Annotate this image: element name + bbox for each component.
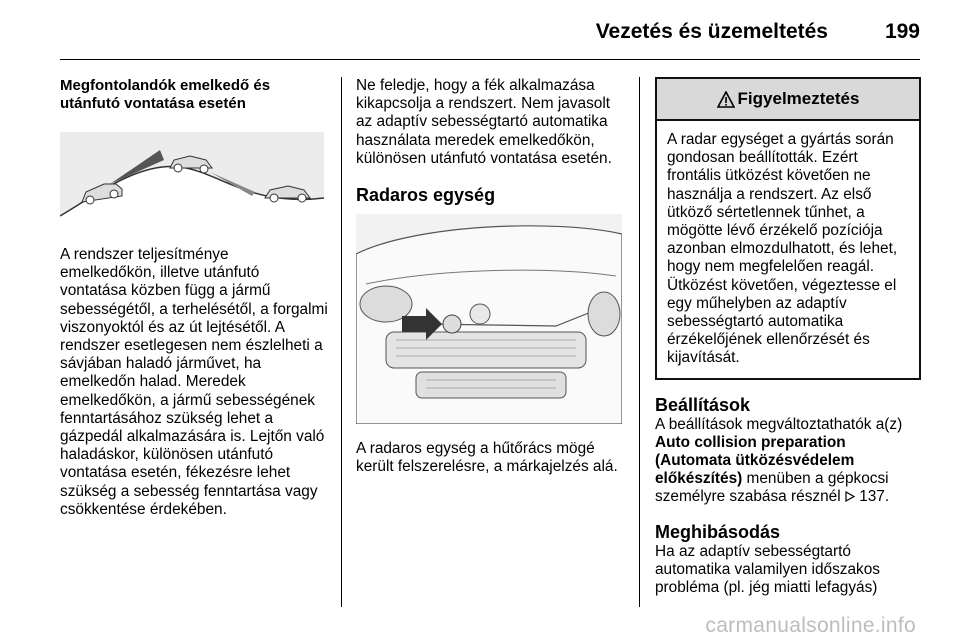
warning-triangle-icon <box>717 91 735 108</box>
radar-sensor-icon <box>443 315 461 333</box>
settings-menu-item: Auto collision preparation (Automata ütközésvédelem előkészítés) <box>655 433 855 488</box>
settings-text <box>655 416 921 507</box>
warning-box <box>655 77 921 380</box>
hill-cars-illustration <box>60 132 324 232</box>
warning-title: Figyelmeztetés <box>737 88 860 108</box>
section-heading-settings: Beállítások <box>655 394 751 415</box>
heading-line-2: utánfutó vontatása esetén <box>60 95 246 112</box>
radar-unit-caption: A radaros egység a hűtőrács mögé került felszerelésre, a márkajelzés alá. <box>356 440 618 476</box>
page-number: 199 <box>884 20 920 43</box>
settings-page-reference[interactable]: 137. <box>859 488 890 506</box>
brake-note-text: Ne feledje, hogy a fék alkalmazása kikapcsolja a rendszert. Nem javasolt az adaptív sebességtartó automatika használata meredek emelkedőkön, különösen utánfutó vontatása esetén. <box>356 77 612 167</box>
column-1 <box>60 77 328 519</box>
warning-header <box>657 79 919 121</box>
column-separator-2 <box>639 77 640 607</box>
section-heading-radar-unit: Radaros egység <box>356 185 496 206</box>
warning-body: A radar egységet a gyártás során gondosan beállították. Ezért frontális ütközést követően ne használja a rendszert. Az első ütköző sértetlennek tűnhet, a mögötte lévő érzékelő pozíciója azonban elmozdulhatott, és lehet, hogy nem megfelelően reagál. Ütközést követően, végeztesse el egy műhelyben az adaptív sebességtartó automatika érzékelőjének ellenőrzését és kijavítását. <box>667 131 898 367</box>
watermark: carmanualsonline.info <box>705 614 916 637</box>
car-front-radar-illustration <box>356 214 622 424</box>
heading-line-1: Megfontolandók emelkedő és <box>60 77 271 94</box>
section-heading-hill-trailer <box>60 77 328 113</box>
hill-trailer-body-text: A rendszer teljesítménye emelkedőkön, illetve utánfutó vontatása közben függ a jármű sebességétől, a terhelésétől, a forgalmi viszonyoktól és az út lejtésétől. A rendszer esetlegesen nem észlelheti a sávjában haladó járművet, ha emelkedőn halad. Meredek emelkedőkön, a jármű sebességének fenntartásához szükség lehet a gázpedál alkalmazására is. Lejtőn való haladáskor, különösen utánfutó vontatása esetén, fékezésre lehet szükség a sebesség fenntartása vagy csökkentése érdekében. <box>60 246 328 518</box>
column-2 <box>356 77 624 476</box>
page-header-title: Vezetés és üzemeltetés <box>595 20 828 43</box>
page-reference-triangle-icon <box>845 491 855 502</box>
settings-text-after: menüben a gépkocsi személyre szabása résznél <box>655 470 889 506</box>
column-separator-1 <box>341 77 342 607</box>
settings-text-before: A beállítások megváltoztathatók a(z) <box>655 415 903 433</box>
fault-body-text: Ha az adaptív sebességtartó automatika valamilyen időszakos probléma (pl. jég miatti lefagyás) <box>655 542 880 597</box>
section-heading-fault: Meghibásodás <box>655 521 781 542</box>
column-3 <box>655 77 921 597</box>
header-rule <box>60 59 920 60</box>
